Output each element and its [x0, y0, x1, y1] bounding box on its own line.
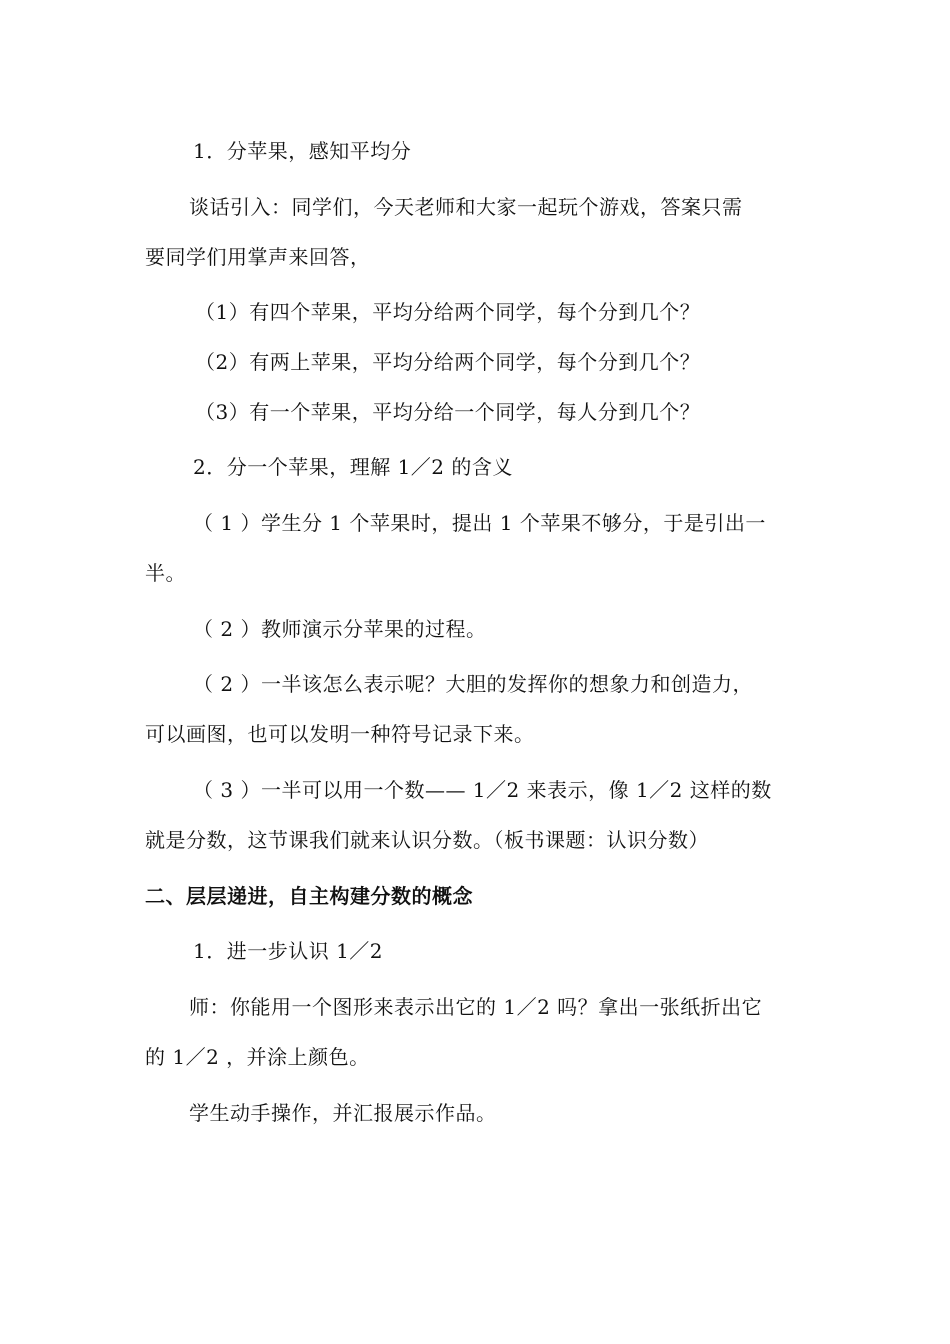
- paragraph-teacher-line-1: 师：你能用一个图形来表示出它的 1／2 吗？拿出一张纸折出它: [189, 995, 763, 1019]
- paragraph-step3-line-1: （ 3 ）一半可以用一个数—— 1／2 来表示，像 1／2 这样的数: [193, 778, 772, 802]
- paragraph-step1-line-2: 半。: [145, 561, 186, 585]
- paragraph-step1-line-1: （ 1 ）学生分 1 个苹果时，提出 1 个苹果不够分，于是引出一: [193, 511, 766, 535]
- question-item-2: （2）有两上苹果，平均分给两个同学，每个分到几个？: [195, 350, 701, 374]
- subsection-title-2: 2．分一个苹果，理解 1／2 的含义: [193, 455, 513, 479]
- paragraph-teacher-line-2: 的 1／2 ，并涂上颜色。: [145, 1045, 370, 1069]
- paragraph-step2b-line-2: 可以画图，也可以发明一种符号记录下来。: [145, 722, 535, 746]
- paragraph-step2b-line-1: （ 2 ）一半该怎么表示呢？大胆的发挥你的想象力和创造力，: [193, 672, 753, 696]
- subsection-title-3: 1．进一步认识 1／2: [193, 939, 384, 963]
- question-item-1: （1）有四个苹果，平均分给两个同学，每个分到几个？: [195, 300, 701, 324]
- question-item-3: （3）有一个苹果，平均分给一个同学，每人分到几个？: [195, 400, 701, 424]
- paragraph-step2: （ 2 ）教师演示分苹果的过程。: [193, 617, 487, 641]
- paragraph-intro-line-2: 要同学们用掌声来回答，: [145, 245, 371, 269]
- section-heading-2: 二、层层递进，自主构建分数的概念: [145, 884, 473, 908]
- paragraph-intro-line-1: 谈话引入：同学们，今天老师和大家一起玩个游戏，答案只需: [189, 195, 743, 219]
- paragraph-students: 学生动手操作，并汇报展示作品。: [189, 1101, 497, 1125]
- subsection-title-1: 1．分苹果，感知平均分: [193, 139, 412, 163]
- paragraph-step3-line-2: 就是分数，这节课我们就来认识分数。（板书课题：认识分数）: [145, 828, 709, 852]
